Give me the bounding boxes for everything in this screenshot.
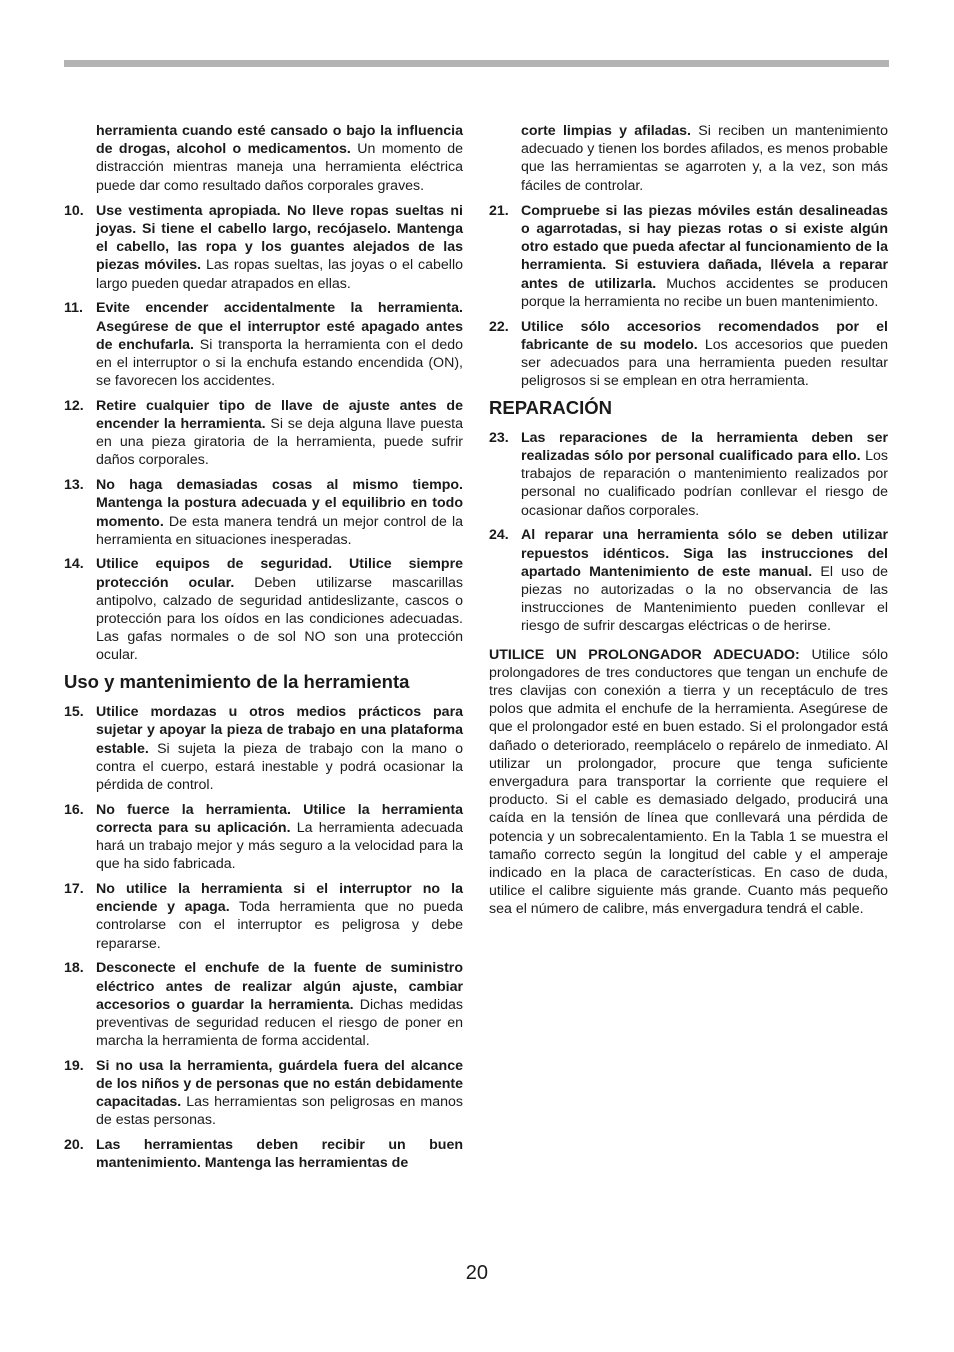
list-item: 22. Utilice sólo accesorios recomendados por el fabricante de su modelo. Los accesorios que pueden ser adecuados para una herramienta pueden resultar peligrosos si se emplean en otra herramienta. <box>489 318 888 390</box>
page-number: 20 <box>465 1262 488 1284</box>
continued-paragraph: herramienta cuando esté cansado o bajo la influencia de drogas, alcohol o medicamentos. Un momento de distracción mientras maneja una herramienta eléctrica puede dar como resultado daños corporales graves. <box>96 123 463 194</box>
list-item: 11. Evite encender accidentalmente la herramienta. Asegúrese de que el interruptor esté apagado antes de enchufarla. Si transporta la herramienta con el dedo en el interruptor o si la enchufa estando encendida (ON), se favorecen los accidentes. <box>64 300 463 390</box>
list-item: 23. Las reparaciones de la herramienta deben ser realizadas sólo por personal cualificado para ello. Los trabajos de reparación o mantenimiento realizados por personal no cualificado podrían conllevar el riesgo de ocasionar daños corporales. <box>489 429 888 519</box>
list-item: 24. Al reparar una herramienta sólo se deben utilizar repuestos idénticos. Siga las instrucciones del apartado Mantenimiento de este manual. El uso de piezas no autorizadas o la no observancia de las instrucciones de Mantenimiento pueden conllevar el riesgo de sufrir descargas eléctricas o de herirse. <box>489 527 888 635</box>
list-item: 20. Las herramientas deben recibir un buen mantenimiento. Mantenga las herramientas de <box>64 1137 463 1172</box>
list-item: 16. No fuerce la herramienta. Utilice la herramienta correcta para su aplicación. La herramienta adecuada hará un trabajo mejor y más seguro a la velocidad para la que ha sido fabricada. <box>64 801 463 873</box>
list-item: 19. Si no usa la herramienta, guárdela fuera del alcance de los niños y de personas que no están debidamente capacitadas. Las herramientas son peligrosas en manos de estas personas. <box>64 1057 463 1129</box>
list-item: 12. Retire cualquier tipo de llave de ajuste antes de encender la herramienta. Si se deja alguna llave puesta en una pieza giratoria de la herramienta, puede sufrir daños corporales. <box>64 397 463 469</box>
list-item: 15. Utilice mordazas u otros medios prácticos para sujetar y apoyar la pieza de trabajo en una plataforma estable. Si sujeta la pieza de trabajo con la mano o contra el cuerpo, estará inestable y podrá ocasionar la pérdida de control. <box>64 704 463 793</box>
list-item: 14. Utilice equipos de seguridad. Utilice siempre protección ocular. Deben utilizarse mascarillas antipolvo, calzado de seguridad antideslizante, cascos o protección para los oídos en las condiciones adecuadas. Las gafas normales o de sol NO son una protección ocular. <box>64 556 463 664</box>
left-column <box>64 122 463 1179</box>
section-heading-tool-use: Uso y mantenimiento de la herramienta <box>64 671 410 693</box>
right-column <box>489 122 888 926</box>
list-item: 18. Desconecte el enchufe de la fuente de suministro eléctrico antes de realizar algún ajuste, cambiar accesorios o guardar la herramienta. Dichas medidas preventivas de seguridad reducen el riesgo de poner en marcha la herramienta de forma accidental. <box>64 960 463 1050</box>
list-item: 17. No utilice la herramienta si el interruptor no la enciende y apaga. Toda herramienta que no pueda controlarse con el interruptor es peligrosa y debe repararse. <box>64 881 463 952</box>
continued-paragraph: corte limpias y afiladas. Si reciben un mantenimiento adecuado y tienen los bordes afilados, es menos probable que las herramientas se agarroten y, a la vez, son más fáciles de controlar. <box>521 123 888 194</box>
top-rule <box>64 60 889 67</box>
list-item: 21. Compruebe si las piezas móviles están desalineadas o agarrotadas, si hay piezas rotas o si existe algún otro estado que pueda afectar al funcionamiento de la herramienta. Si estuviera dañada, llévela a reparar antes de utilizarla. Muchos accidentes se producen porque la herramienta no recibe un buen mantenimiento. <box>489 202 889 310</box>
extension-cord-paragraph: UTILICE UN PROLONGADOR ADECUADO: Utilice sólo prolongadores de tres conductores que tengan un enchufe de tres clavijas con conexión a tierra y un receptáculo de tres polos que admita el enchufe de la herramienta. Asegúrese de que el prolongador esté en buen estado. Si el prolongador está dañado o deteriorado, reemplácelo o repárelo de inmediato. Al utilizar un prolongador, procure que tenga suficiente envergadura para transportar la corriente que requiere el producto. Si el cable es demasiado delgado, producirá una caída en la tensión de línea que conllevará una pérdida de potencia y un sobrecalentamiento. En la Tabla 1 se muestra el tamaño correcto según la longitud del cable y el amperaje indicado en la placa de características. En caso de duda, utilice el calibre siguiente más grande. Cuanto más pequeño sea el número de calibre, más envergadura tendrá el cable. <box>489 646 888 918</box>
list-item: 13. No haga demasiadas cosas al mismo tiempo. Mantenga la postura adecuada y el equilibrio en todo momento. De esta manera tendrá un mejor control de la herramienta en situaciones inesperadas. <box>64 477 463 548</box>
list-item: 10. Use vestimenta apropiada. No lleve ropas sueltas ni joyas. Si tiene el cabello largo, recójaselo. Mantenga el cabello, las ropa y los guantes alejados de las piezas móviles. Las ropas sueltas, las joyas o el cabello largo pueden quedar atrapados en ellas. <box>64 202 463 292</box>
section-heading-repair: REPARACIÓN <box>489 396 612 418</box>
